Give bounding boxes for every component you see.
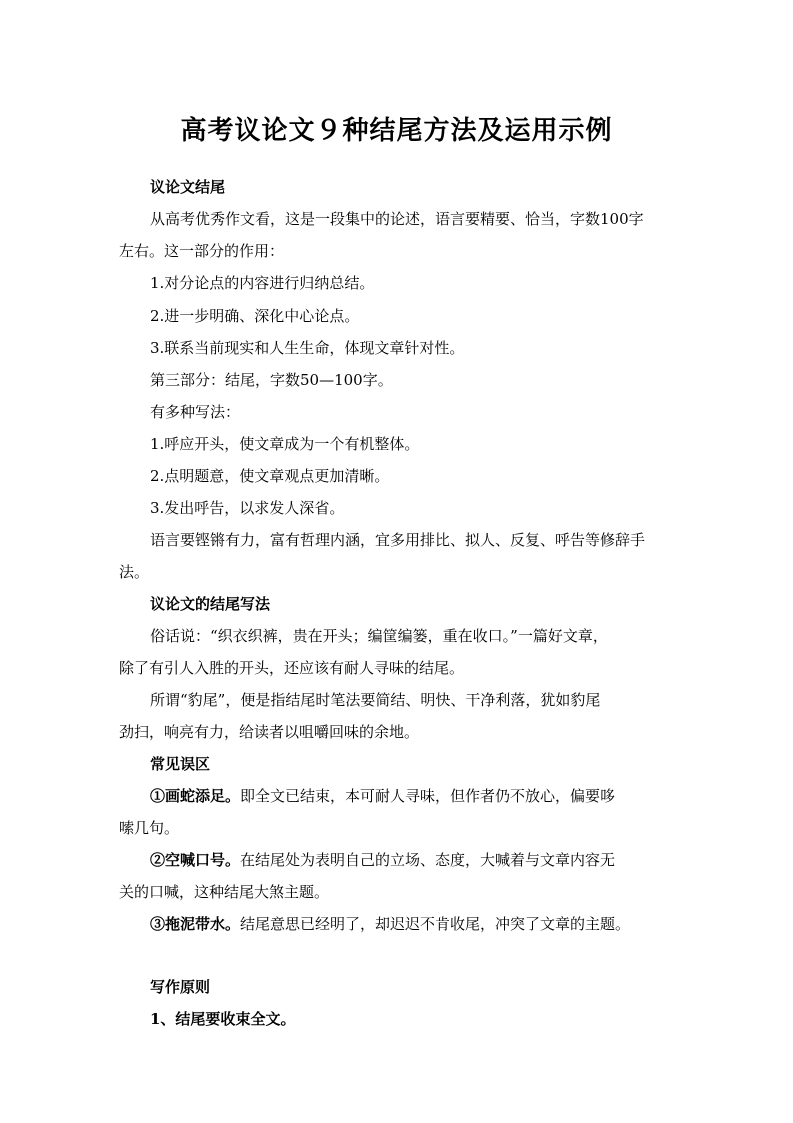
document-title: 高考议论文９种结尾方法及运用示例 [180, 116, 613, 146]
section-heading-principles: 写作原则 [150, 978, 211, 996]
paragraph-line: 法。 [119, 563, 150, 581]
mistake-title: ①画蛇添足。 [150, 787, 241, 805]
mistake-title: ③拖泥带水。 [150, 915, 241, 933]
paragraph-line: 关的口喊，这种结尾大煞主题。 [119, 883, 330, 901]
list-item: 2.点明题意，使文章观点更加清晰。 [150, 467, 390, 485]
paragraph-line: 嗦几句。 [119, 819, 180, 837]
list-item: 1.呼应开头，使文章成为一个有机整体。 [150, 435, 420, 453]
list-item: 1.对分论点的内容进行归纳总结。 [150, 274, 375, 292]
list-item: 3.联系当前现实和人生生命，体现文章针对性。 [150, 339, 465, 357]
list-item: 2.进一步明确、深化中心论点。 [150, 307, 360, 325]
mistake-text: 即全文已结束，本可耐人寻味，但作者仍不放心，偏要哆 [240, 787, 616, 805]
paragraph-line: 劲扫，响亮有力，给读者以咀嚼回味的余地。 [119, 723, 420, 741]
mistake-text: 结尾意思已经明了，却迟迟不肯收尾，冲突了文章的主题。 [240, 915, 631, 933]
mistake-title: ②空喊口号。 [150, 851, 241, 869]
paragraph-line: 所谓“豹尾”，便是指结尾时笔法要简结、明快、干净利落，犹如豹尾 [150, 691, 601, 709]
paragraph-line: 第三部分：结尾，字数50—100字。 [150, 371, 393, 389]
mistake-item [150, 785, 680, 807]
paragraph-line: 语言要铿锵有力，富有哲理内涵，宜多用排比、拟人、反复、呼告等修辞手 [150, 531, 646, 549]
section-heading-ending-methods: 议论文的结尾写法 [150, 595, 271, 613]
paragraph-line: 有多种写法： [150, 403, 241, 421]
paragraph-line: 从高考优秀作文看，这是一段集中的论述，语言要精要、恰当，字数100字 [150, 210, 644, 228]
paragraph-line: 俗话说：“织衣织裤，贵在开头；编筐编篓，重在收口。”一篇好文章， [150, 627, 608, 645]
mistake-item [150, 913, 680, 935]
section-heading-conclusion: 议论文结尾 [150, 178, 226, 196]
principle-item: 1、结尾要收束全文。 [150, 1010, 296, 1028]
paragraph-line: 左右。这一部分的作用： [119, 242, 285, 260]
mistake-text: 在结尾处为表明自己的立场、态度，大喊着与文章内容无 [240, 851, 616, 869]
paragraph-line: 除了有引人入胜的开头，还应该有耐人寻味的结尾。 [119, 659, 465, 677]
list-item: 3.发出呼告，以求发人深省。 [150, 499, 345, 517]
mistake-item [150, 849, 680, 871]
section-heading-mistakes: 常见误区 [150, 755, 211, 773]
